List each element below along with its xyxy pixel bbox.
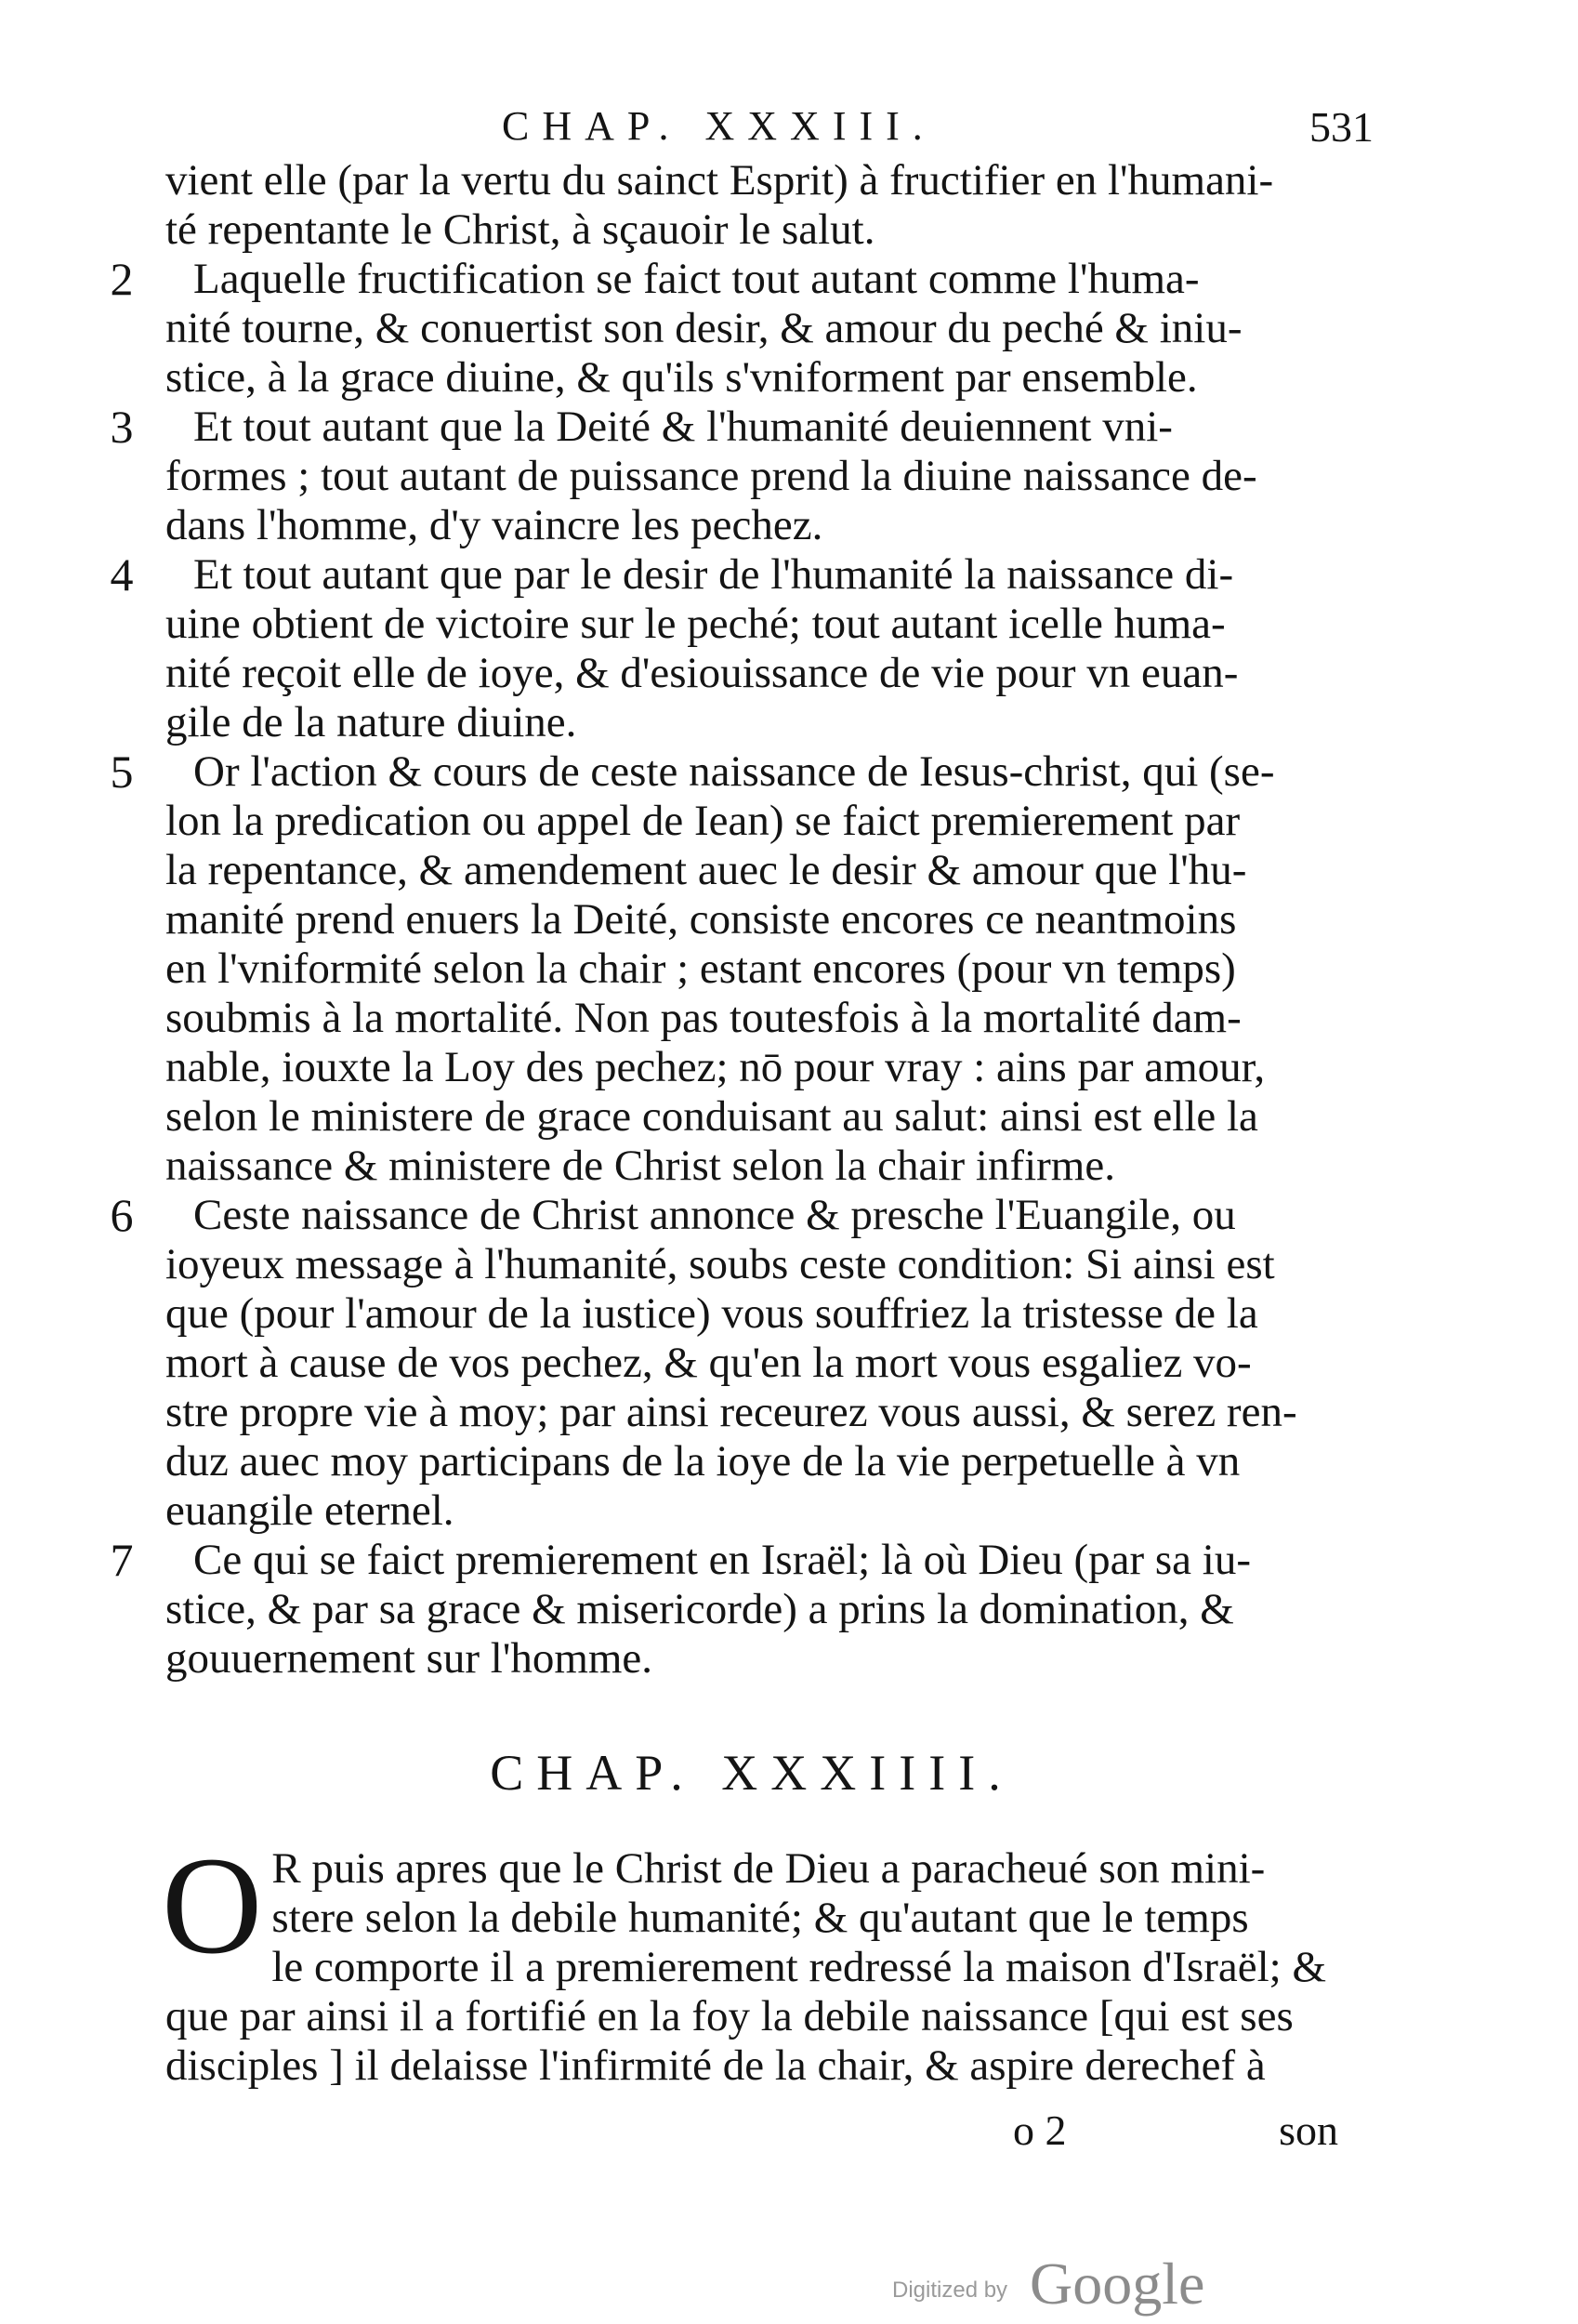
text-line: Et tout autant que par le desir de l'humanité la naissance di- [193,550,1234,599]
text-line: uine obtient de victoire sur le peché; tout autant icelle huma- [165,600,1226,648]
text-line: manité prend enuers la Deité, consiste encores ce neantmoins [165,895,1237,944]
text-line: té repentante le Christ, à sçauoir le salut. [165,205,875,254]
text-line: le comporte il a premierement redressé la maison d'Israël; & [271,1943,1327,1991]
verse-5 [110,746,1338,1191]
text-line: gile de la nature diuine. [165,698,577,746]
verse-number: 3 [110,401,134,453]
text-line: en l'vniformité selon la chair ; estant encores (pour vn temps) [165,944,1236,993]
text-line: formes ; tout autant de puissance prend la diuine naissance de- [165,452,1257,500]
text-line: gouuernement sur l'homme. [165,1634,653,1683]
verse-number: 7 [110,1534,134,1586]
text-line: Et tout autant que la Deité & l'humanité deuiennent vni- [193,403,1173,451]
text-line: R puis apres que le Christ de Dieu a paracheué son mini- [271,1844,1266,1893]
text-line: la repentance, & amendement auec le desir & amour que l'hu- [165,846,1247,894]
page-footer [1013,2106,1338,2161]
digitized-watermark [892,2250,1264,2315]
watermark-text: Digitized by [892,2278,1008,2303]
verse-7 [110,1534,1338,1684]
text-line: stice, à la grace diuine, & qu'ils s'vniforment par ensemble. [165,353,1198,402]
paragraph-continuation [165,156,1338,255]
text-line: Laquelle fructification se faict tout autant comme l'huma- [193,255,1200,303]
text-line: nité reçoit elle de ioye, & d'esiouissance de vie pour vn euan- [165,649,1239,697]
text-line: stere selon la debile humanité; & qu'autant que le temps [271,1894,1249,1942]
verse-number: 6 [110,1189,134,1241]
text-line: disciples ] il delaisse l'infirmité de la chair, & aspire derechef à [165,2041,1266,2090]
text-line: que par ainsi il a fortifié en la foy la debile naissance [qui est ses [165,1992,1294,2040]
verse-6 [110,1189,1338,1536]
text-line: naissance & ministere de Christ selon la chair infirme. [165,1142,1115,1190]
text-line: selon le ministere de grace conduisant au salut: ainsi est elle la [165,1092,1258,1141]
text-line: dans l'homme, d'y vaincre les pechez. [165,501,823,549]
verse-4 [110,548,1338,747]
verse-2 [110,253,1338,403]
text-line: lon la predication ou appel de Iean) se faict premierement par [165,797,1241,845]
signature-mark: o 2 [1013,2106,1067,2154]
verse-number: 4 [110,548,134,601]
text-line: Ceste naissance de Christ annonce & presche l'Euangile, ou [193,1191,1236,1239]
text-line: soubmis à la mortalité. Non pas toutesfois à la mortalité dam- [165,994,1242,1042]
text-line: stice, & par sa grace & misericorde) a prins la domination, & [165,1585,1234,1633]
running-title: CHAP. XXXIII. [502,103,936,149]
text-line: que (pour l'amour de la iustice) vous souffriez la tristesse de la [165,1289,1258,1338]
verse-3 [110,401,1338,550]
verse-number: 5 [110,746,134,798]
text-line: duz auec moy participans de la ioye de la vie perpetuelle à vn [165,1437,1241,1486]
text-line: Ce qui se faict premierement en Israël; là où Dieu (par sa iu- [193,1536,1251,1584]
chapter-heading: CHAP. XXXIIII. [490,1745,1014,1801]
chapter-opening-paragraph [162,1829,1338,2091]
verse-number: 2 [110,253,134,305]
text-line: nable, iouxte la Loy des pechez; nō pour vray : ains par amour, [165,1043,1266,1091]
page-number: 531 [1309,103,1374,151]
text-line: vient elle (par la vertu du sainct Esprit) à fructifier en l'humani- [165,156,1274,205]
text-line: mort à cause de vos pechez, & qu'en la mort vous esgaliez vo- [165,1339,1252,1387]
text-line: nité tourne, & conuertist son desir, & amour du peché & iniu- [165,304,1243,352]
catchword: son [1279,2106,1338,2154]
google-logo: Google [1030,2251,1205,2317]
text-line: ioyeux message à l'humanité, soubs ceste condition: Si ainsi est [165,1240,1275,1288]
drop-cap: O [162,1829,263,1983]
text-line: euangile eternel. [165,1486,454,1535]
text-line: stre propre vie à moy; par ainsi receurez vous aussi, & serez ren- [165,1388,1297,1436]
text-line: Or l'action & cours de ceste naissance de Iesus-christ, qui (se- [193,747,1275,796]
body-text [110,156,1338,2091]
